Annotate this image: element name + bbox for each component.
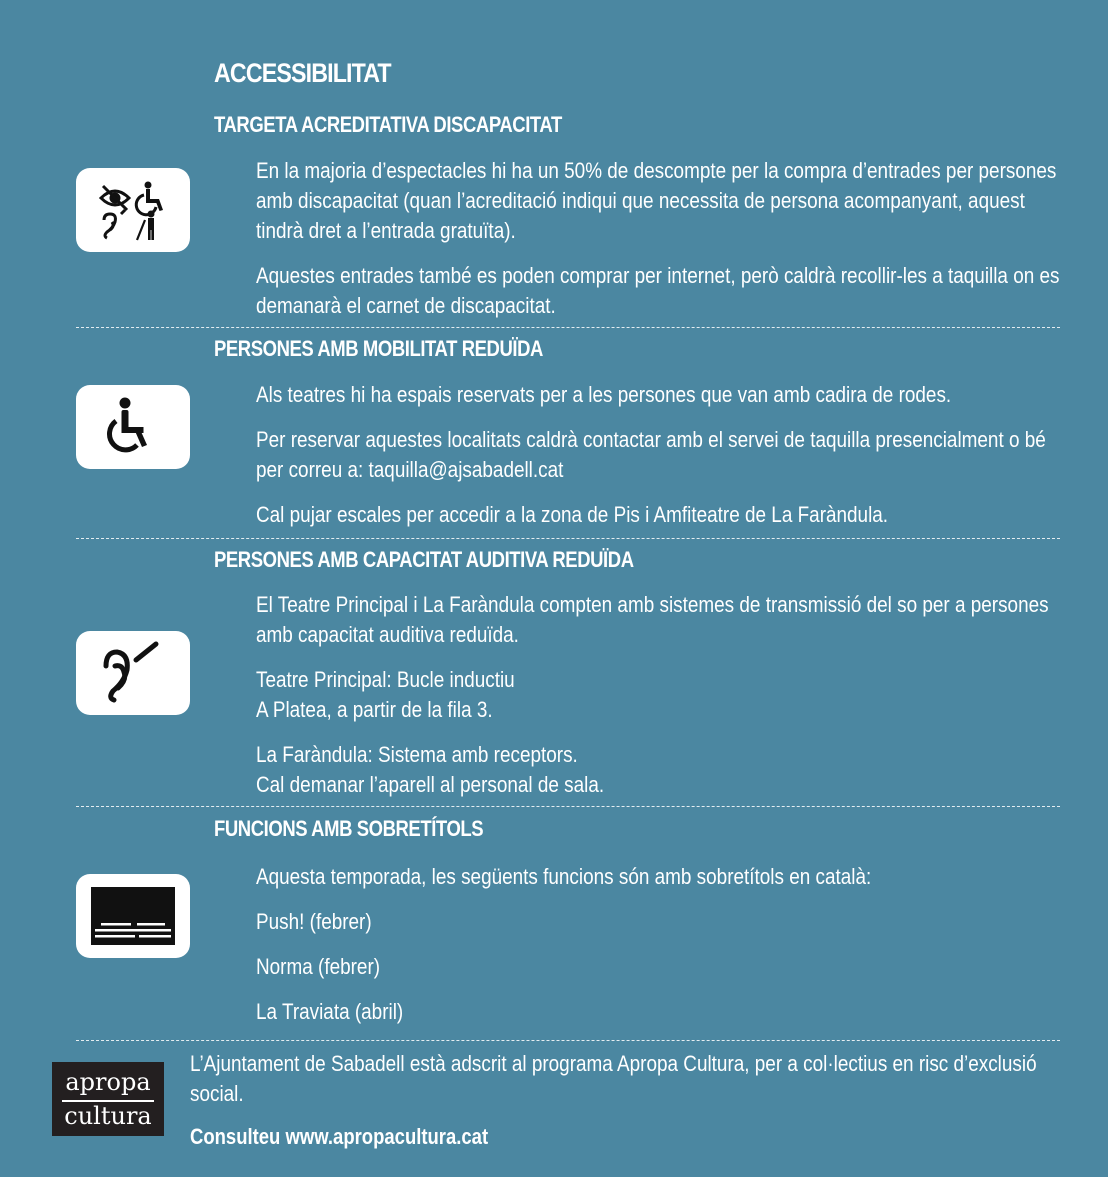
paragraph: Als teatres hi ha espais reservats per a les persones que van amb cadira de rodes. — [256, 382, 952, 407]
section-title: PERSONES AMB MOBILITAT REDUÏDA — [214, 336, 543, 361]
divider — [76, 538, 1060, 539]
paragraph: La Faràndula: Sistema amb receptors. — [256, 742, 578, 767]
divider — [76, 1040, 1060, 1041]
divider — [76, 806, 1060, 807]
paragraph: Cal demanar l’aparell al personal de sala. — [256, 772, 605, 797]
section-discapacitat-body — [256, 156, 1074, 336]
divider — [76, 327, 1060, 328]
paragraph: Norma (febrer) — [256, 954, 381, 979]
page-title: ACCESSIBILITAT — [214, 58, 391, 88]
wheelchair-icon — [76, 385, 190, 469]
paragraph: Cal pujar escales per accedir a la zona de Pis i Amfiteatre de La Faràndula. — [256, 502, 889, 527]
section-title: TARGETA ACREDITATIVA DISCAPACITAT — [214, 112, 562, 137]
footer-text: L’Ajuntament de Sabadell està adscrit al programa Apropa Cultura, per a col·lectius en risc d’exclusió social. — [190, 1051, 1037, 1106]
section-mobilitat-body — [256, 380, 1074, 545]
paragraph: Push! (febrer) — [256, 909, 372, 934]
paragraph: Per reservar aquestes localitats caldrà contactar amb el servei de taquilla presencialment o bé per correu a: taquilla@ajsabadell.cat — [256, 427, 1046, 482]
paragraph: El Teatre Principal i La Faràndula compten amb sistemes de transmissió del so per a persones amb capacitat auditiva reduïda. — [256, 592, 1049, 647]
accessibility-multi-icon — [76, 168, 190, 252]
paragraph: Teatre Principal: Bucle inductiu — [256, 667, 515, 692]
apropa-cultura-logo — [52, 1062, 164, 1136]
paragraph: La Traviata (abril) — [256, 999, 404, 1024]
logo-line-1: apropa — [65, 1068, 151, 1096]
section-auditiva-body — [256, 590, 1074, 815]
paragraph: Aquestes entrades també es poden comprar per internet, però caldrà recollir-les a taquilla on es demanarà el carnet de discapacitat. — [256, 263, 1060, 318]
paragraph: A Platea, a partir de la fila 3. — [256, 697, 493, 722]
section-title: FUNCIONS AMB SOBRETÍTOLS — [214, 816, 484, 841]
paragraph: Aquesta temporada, les següents funcions són amb sobretítols en català: — [256, 864, 872, 889]
logo-line-2: cultura — [64, 1102, 152, 1130]
paragraph: En la majoria d’espectacles hi ha un 50% de descompte per la compra d’entrades per persones amb discapacitat (quan l’acreditació indiqui que necessita de persona acompanyant, aquest tindrà dret a l’entrada gratuïta). — [256, 158, 1057, 243]
section-sobretitols-body — [256, 862, 1074, 1042]
hearing-loop-icon — [76, 631, 190, 715]
surtitles-icon — [76, 874, 190, 958]
section-title: PERSONES AMB CAPACITAT AUDITIVA REDUÏDA — [214, 547, 634, 572]
footer-link[interactable]: Consulteu www.apropacultura.cat — [190, 1124, 489, 1149]
